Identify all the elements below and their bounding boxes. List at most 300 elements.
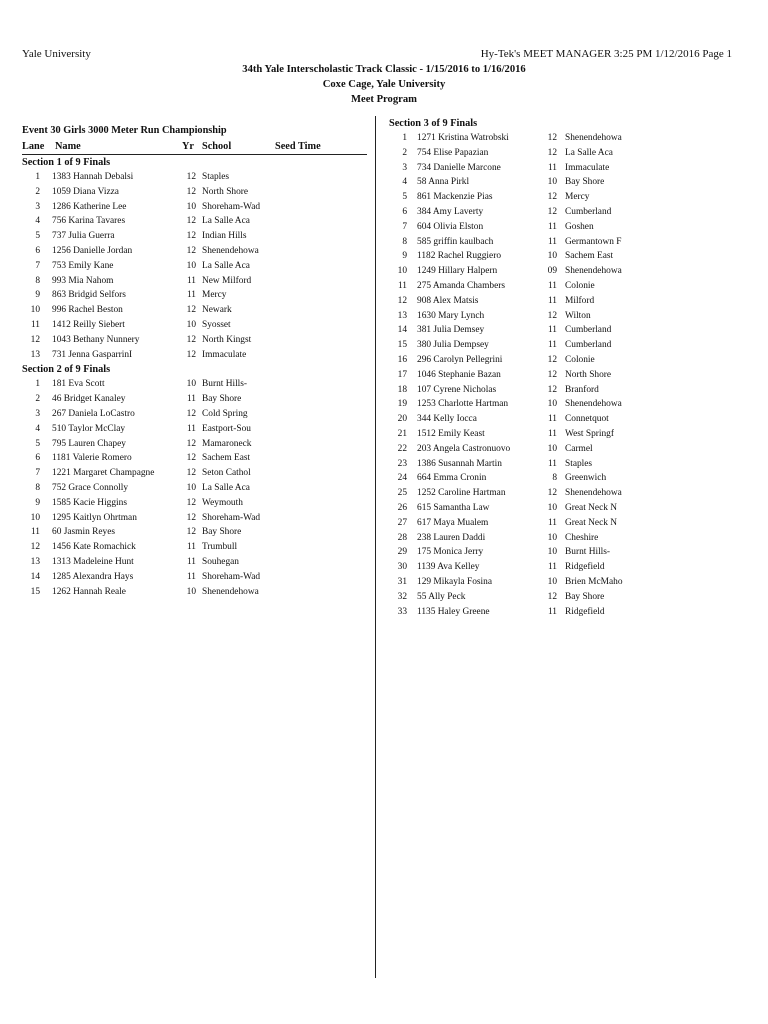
- entry-lane: 9: [35, 290, 40, 301]
- entry-lane: 9: [35, 497, 40, 508]
- entry-school: Cumberland: [565, 340, 612, 351]
- entry-lane: 13: [397, 310, 407, 321]
- entry-yr: 11: [186, 290, 196, 301]
- entry-school: Great Neck N: [565, 517, 618, 528]
- entry-name: 617 Maya Mualem: [417, 517, 489, 528]
- entry-school: Sachem East: [202, 453, 251, 464]
- entry-yr: 11: [547, 517, 557, 528]
- entry-lane: 12: [30, 542, 40, 553]
- document-title: Meet Program: [351, 94, 417, 105]
- entry-yr: 12: [186, 334, 196, 345]
- entry-name: 795 Lauren Chapey: [52, 438, 126, 449]
- entry-lane: 1: [35, 379, 40, 390]
- entry-lane: 2: [35, 186, 40, 197]
- entry-row: [22, 244, 367, 259]
- entry-lane: 3: [402, 162, 407, 173]
- yr-header: Yr: [182, 141, 195, 152]
- entry-row: [22, 200, 367, 215]
- entry-yr: 11: [186, 542, 196, 553]
- entry-lane: 30: [397, 562, 407, 573]
- entry-yr: 12: [547, 147, 557, 158]
- entry-school: Mercy: [565, 192, 590, 203]
- entry-yr: 11: [547, 295, 557, 306]
- entry-row: [22, 407, 367, 422]
- entry-row: [22, 451, 367, 466]
- entry-yr: 11: [547, 414, 557, 425]
- entry-row: [389, 545, 749, 560]
- entry-yr: 12: [186, 231, 196, 242]
- entry-row: [389, 190, 749, 205]
- entry-name: 1286 Katherine Lee: [52, 201, 127, 212]
- entry-row: [22, 540, 367, 555]
- entry-row: [22, 274, 367, 289]
- entry-school: Sachem East: [565, 251, 614, 262]
- entry-lane: 2: [35, 394, 40, 405]
- entry-lane: 17: [397, 369, 407, 380]
- entry-name: 734 Danielle Marcone: [417, 162, 501, 173]
- entry-yr: 12: [547, 310, 557, 321]
- entry-name: 604 Olivia Elston: [417, 221, 484, 232]
- entry-yr: 11: [186, 556, 196, 567]
- entry-school: Trumbull: [202, 542, 238, 553]
- school-header: School: [202, 141, 232, 152]
- entry-name: 129 Mikayla Fosina: [417, 576, 492, 587]
- entry-name: 1412 Reilly Siebert: [52, 319, 125, 330]
- entry-name: 238 Lauren Daddi: [417, 532, 486, 543]
- entry-row: [22, 585, 367, 600]
- event-title: Event 30 Girls 3000 Meter Run Championship: [22, 125, 227, 136]
- entry-yr: 11: [186, 571, 196, 582]
- entry-row: [389, 235, 749, 250]
- entry-name: 46 Bridget Kanaley: [52, 394, 126, 405]
- entry-yr: 8: [552, 473, 557, 484]
- entry-name: 1059 Diana Vizza: [52, 186, 119, 197]
- entry-school: Newark: [202, 305, 232, 316]
- entry-lane: 4: [35, 216, 40, 227]
- entry-row: [389, 264, 749, 279]
- entry-lane: 8: [402, 236, 407, 247]
- entry-lane: 1: [35, 172, 40, 182]
- entry-lane: 25: [397, 488, 407, 499]
- entry-school: La Salle Aca: [565, 147, 613, 158]
- entry-row: [389, 338, 749, 353]
- entry-yr: 11: [547, 428, 557, 439]
- section-title: Section 2 of 9 Finals: [22, 364, 111, 376]
- entry-school: Ridgefield: [565, 606, 605, 617]
- entry-school: Bay Shore: [202, 394, 242, 405]
- entry-name: 1630 Mary Lynch: [417, 310, 485, 321]
- entry-name: 296 Carolyn Pellegrini: [417, 354, 503, 365]
- entry-yr: 11: [547, 236, 557, 247]
- entry-school: Connetquot: [565, 414, 609, 425]
- entry-row: [389, 605, 749, 620]
- entry-row: [389, 575, 749, 590]
- entry-name: 1256 Danielle Jordan: [52, 245, 133, 256]
- entry-row: [22, 318, 367, 333]
- entry-yr: 11: [547, 221, 557, 232]
- lane-header: Lane: [22, 141, 45, 152]
- entry-yr: 11: [547, 162, 557, 173]
- entry-name: 1512 Emily Keast: [417, 428, 485, 439]
- entry-name: 756 Karina Tavares: [52, 216, 126, 227]
- entry-school: Seton Cathol: [202, 468, 251, 479]
- entry-name: 863 Bridgid Selfors: [52, 290, 126, 301]
- entry-lane: 6: [35, 453, 40, 464]
- entry-school: Eastport-Sou: [202, 423, 251, 434]
- entry-yr: 11: [186, 275, 196, 286]
- organization-name: Yale University: [22, 48, 91, 60]
- entry-row: [389, 279, 749, 294]
- entry-name: 1046 Stephanie Bazan: [417, 369, 501, 380]
- entry-yr: 12: [547, 384, 557, 395]
- entry-row: [22, 570, 367, 585]
- entry-row: [389, 146, 749, 161]
- right-column: [389, 116, 749, 619]
- entry-school: Goshen: [565, 221, 594, 232]
- entry-school: La Salle Aca: [202, 482, 250, 493]
- entry-school: Shenendehowa: [202, 245, 259, 256]
- entry-yr: 11: [547, 280, 557, 291]
- entry-name: 1043 Bethany Nunnery: [52, 334, 140, 345]
- entry-row: [22, 481, 367, 496]
- entry-name: 585 griffin kaulbach: [417, 236, 494, 247]
- entry-row: [389, 161, 749, 176]
- entry-yr: 12: [186, 512, 196, 523]
- entry-yr: 10: [547, 443, 557, 454]
- entry-lane: 14: [30, 571, 40, 582]
- entry-school: North Shore: [565, 369, 612, 380]
- entry-school: Burnt Hills-: [565, 547, 611, 558]
- entry-yr: 12: [186, 527, 196, 538]
- entry-yr: 10: [186, 379, 196, 390]
- entry-name: 1139 Ava Kelley: [417, 562, 480, 573]
- entry-row: [389, 294, 749, 309]
- entry-lane: 9: [402, 251, 407, 262]
- entry-row: [389, 501, 749, 516]
- entry-name: 1456 Kate Romachick: [52, 542, 136, 553]
- entry-yr: 12: [547, 488, 557, 499]
- entry-lane: 7: [35, 260, 40, 271]
- entry-lane: 11: [30, 319, 40, 330]
- entry-row: [389, 131, 749, 146]
- entry-name: 58 Anna Pirkl: [417, 177, 470, 188]
- entry-school: Mercy: [202, 290, 227, 301]
- entry-name: 753 Emily Kane: [52, 260, 114, 271]
- entry-row: [22, 185, 367, 200]
- entry-name: 752 Grace Connolly: [52, 482, 129, 493]
- entry-row: [389, 205, 749, 220]
- entry-yr: 12: [186, 408, 196, 419]
- entry-school: Immaculate: [202, 349, 247, 360]
- entry-row: [389, 457, 749, 472]
- entry-row: [22, 466, 367, 481]
- entry-school: Ridgefield: [565, 562, 605, 573]
- left-sections: [22, 155, 367, 599]
- entry-lane: 32: [397, 591, 407, 602]
- entry-name: 861 Mackenzie Pias: [417, 192, 493, 203]
- entry-name: 993 Mia Nahom: [52, 275, 114, 286]
- entry-row: [389, 368, 749, 383]
- column-header: [22, 140, 367, 155]
- entry-lane: 5: [35, 231, 40, 242]
- entry-lane: 6: [402, 206, 407, 217]
- entry-name: 175 Monica Jerry: [417, 547, 484, 558]
- entry-school: New Milford: [202, 275, 252, 286]
- entry-lane: 10: [30, 305, 40, 316]
- entry-lane: 31: [397, 576, 407, 587]
- entry-school: Shenendehowa: [202, 586, 259, 597]
- entry-school: Staples: [565, 458, 593, 469]
- entry-name: 1386 Susannah Martin: [417, 458, 502, 469]
- entry-row: [22, 496, 367, 511]
- entry-school: Shoreham-Wad: [202, 201, 261, 212]
- entry-school: Bay Shore: [565, 591, 605, 602]
- entry-lane: 6: [35, 245, 40, 256]
- entry-school: Shenendehowa: [565, 399, 622, 410]
- entry-lane: 7: [402, 221, 407, 232]
- entry-name: 1295 Kaitlyn Ohrtman: [52, 512, 137, 523]
- entry-school: Milford: [565, 295, 595, 306]
- entry-name: 1313 Madeleine Hunt: [52, 556, 134, 567]
- entry-yr: 10: [547, 251, 557, 262]
- entry-row: [389, 560, 749, 575]
- entry-yr: 11: [186, 394, 196, 405]
- entry-lane: 7: [35, 468, 40, 479]
- entry-school: Mamaroneck: [202, 438, 252, 449]
- column-divider: [375, 116, 376, 978]
- entry-school: Immaculate: [565, 162, 610, 173]
- entry-school: Shenendehowa: [565, 133, 622, 143]
- entry-lane: 2: [402, 147, 407, 158]
- entry-row: [22, 259, 367, 274]
- entry-row: [22, 377, 367, 392]
- entry-lane: 5: [35, 438, 40, 449]
- entry-school: Cheshire: [565, 532, 599, 543]
- entry-row: [22, 437, 367, 452]
- entry-yr: 12: [186, 497, 196, 508]
- entry-name: 203 Angela Castronuovo: [417, 443, 511, 454]
- entry-row: [389, 353, 749, 368]
- heat-section: [22, 362, 367, 599]
- entry-school: Carmel: [565, 443, 593, 454]
- entry-school: Colonie: [565, 280, 595, 291]
- entry-school: North Kingst: [202, 334, 252, 345]
- entry-row: [389, 442, 749, 457]
- entry-school: Cumberland: [565, 325, 612, 336]
- entry-row: [389, 427, 749, 442]
- entry-lane: 10: [397, 266, 407, 277]
- entry-row: [22, 422, 367, 437]
- entry-row: [389, 486, 749, 501]
- heat-section: [22, 155, 367, 362]
- entry-yr: 12: [186, 438, 196, 449]
- entry-yr: 11: [547, 562, 557, 573]
- entry-school: Cold Spring: [202, 408, 248, 419]
- section-title: Section 3 of 9 Finals: [389, 118, 478, 129]
- entry-name: 1249 Hillary Halpern: [417, 266, 498, 277]
- entry-name: 754 Elise Papazian: [417, 147, 489, 158]
- entry-yr: 11: [547, 325, 557, 336]
- entry-lane: 23: [397, 458, 407, 469]
- entry-yr: 12: [547, 206, 557, 217]
- entry-name: 60 Jasmin Reyes: [52, 527, 116, 538]
- entry-row: [389, 175, 749, 190]
- entry-name: 384 Amy Laverty: [417, 206, 484, 217]
- entry-row: [22, 348, 367, 363]
- name-header: Name: [55, 141, 81, 152]
- entry-name: 1285 Alexandra Hays: [52, 571, 134, 582]
- entry-lane: 11: [397, 280, 407, 291]
- entry-row: [22, 214, 367, 229]
- entry-name: 344 Kelly Iocca: [417, 414, 477, 425]
- entry-name: 664 Emma Cronin: [417, 473, 487, 484]
- entry-row: [389, 249, 749, 264]
- entry-lane: 19: [397, 399, 407, 410]
- entry-school: Cumberland: [565, 206, 612, 217]
- entry-row: [22, 525, 367, 540]
- entry-lane: 27: [397, 517, 407, 528]
- entry-school: North Shore: [202, 186, 249, 197]
- entry-lane: 11: [30, 527, 40, 538]
- entry-name: 1253 Charlotte Hartman: [417, 399, 509, 410]
- entry-school: Branford: [565, 384, 599, 395]
- entry-school: Brien McMaho: [565, 576, 623, 587]
- entry-lane: 12: [397, 295, 407, 306]
- entry-name: 1252 Caroline Hartman: [417, 488, 506, 499]
- entry-lane: 20: [397, 414, 407, 425]
- entry-lane: 29: [397, 547, 407, 558]
- entry-yr: 12: [186, 245, 196, 256]
- entry-yr: 10: [186, 586, 196, 597]
- entry-school: Bay Shore: [565, 177, 605, 188]
- entry-yr: 12: [547, 354, 557, 365]
- entry-school: Wilton: [565, 310, 591, 321]
- entry-lane: 28: [397, 532, 407, 543]
- entry-name: 381 Julia Demsey: [417, 325, 485, 336]
- entry-name: 275 Amanda Chambers: [417, 280, 506, 291]
- entry-name: 1271 Kristina Watrobski: [417, 133, 509, 143]
- meet-title: 34th Yale Interscholastic Track Classic - 1/15/2016 to 1/16/2016: [242, 64, 526, 75]
- entry-yr: 12: [186, 453, 196, 464]
- entry-school: Indian Hills: [202, 231, 247, 242]
- entry-lane: 33: [397, 606, 407, 617]
- entry-yr: 12: [547, 192, 557, 203]
- right-sections: [389, 116, 749, 619]
- entry-lane: 3: [35, 408, 40, 419]
- entry-name: 737 Julia Guerra: [52, 231, 115, 242]
- entry-row: [22, 511, 367, 526]
- entry-yr: 12: [186, 305, 196, 316]
- entry-lane: 4: [402, 177, 407, 188]
- entry-yr: 10: [547, 502, 557, 513]
- entry-school: Weymouth: [202, 497, 243, 508]
- entry-row: [389, 323, 749, 338]
- entry-yr: 11: [547, 340, 557, 351]
- entry-lane: 24: [397, 473, 407, 484]
- entry-school: Shenendehowa: [565, 266, 622, 277]
- entry-row: [389, 590, 749, 605]
- entry-yr: 11: [186, 423, 196, 434]
- entry-lane: 13: [30, 349, 40, 360]
- entry-school: Germantown F: [565, 236, 622, 247]
- entry-school: West Springf: [565, 428, 614, 439]
- entry-lane: 4: [35, 423, 40, 434]
- entry-name: 731 Jenna GasparrinI: [52, 349, 133, 360]
- entry-school: Greenwich: [565, 473, 607, 484]
- entry-school: Shoreham-Wad: [202, 512, 261, 523]
- entry-yr: 11: [547, 458, 557, 469]
- entry-lane: 15: [397, 340, 407, 351]
- entry-lane: 5: [402, 192, 407, 203]
- venue-title: Coxe Cage, Yale University: [322, 79, 446, 90]
- entry-row: [22, 170, 367, 185]
- entry-name: 908 Alex Matsis: [417, 295, 479, 306]
- entry-name: 1135 Haley Greene: [417, 606, 490, 617]
- software-stamp: Hy-Tek's MEET MANAGER 3:25 PM 1/12/2016 Page 1: [480, 48, 732, 60]
- entry-lane: 8: [35, 275, 40, 286]
- entry-row: [389, 516, 749, 531]
- entry-school: Burnt Hills-: [202, 379, 248, 390]
- entry-school: Shenendehowa: [565, 488, 622, 499]
- entry-yr: 11: [547, 606, 557, 617]
- entry-name: 1585 Kacie Higgins: [52, 497, 127, 508]
- entry-row: [389, 383, 749, 398]
- entry-lane: 14: [397, 325, 407, 336]
- entry-name: 1181 Valerie Romero: [52, 453, 132, 464]
- entry-lane: 3: [35, 201, 40, 212]
- entry-yr: 09: [547, 266, 557, 277]
- entry-row: [389, 309, 749, 324]
- entry-name: 181 Eva Scott: [52, 379, 105, 390]
- entry-yr: 12: [186, 216, 196, 227]
- entry-yr: 10: [547, 532, 557, 543]
- entry-name: 1383 Hannah Debalsi: [52, 172, 134, 182]
- entry-lane: 16: [397, 354, 407, 365]
- entry-yr: 10: [186, 260, 196, 271]
- entry-lane: 26: [397, 502, 407, 513]
- entry-lane: 13: [30, 556, 40, 567]
- entry-yr: 10: [547, 576, 557, 587]
- entry-row: [22, 555, 367, 570]
- entry-row: [22, 288, 367, 303]
- left-column: [22, 123, 367, 599]
- entry-yr: 10: [186, 201, 196, 212]
- entry-lane: 18: [397, 384, 407, 395]
- section-title: Section 1 of 9 Finals: [22, 157, 111, 168]
- entry-yr: 10: [547, 547, 557, 558]
- entry-row: [389, 471, 749, 486]
- entry-lane: 1: [402, 133, 407, 143]
- entry-school: La Salle Aca: [202, 260, 250, 271]
- entry-yr: 12: [186, 468, 196, 479]
- entry-yr: 12: [547, 133, 557, 143]
- entry-school: Souhegan: [202, 556, 239, 567]
- entry-name: 267 Daniela LoCastro: [52, 408, 135, 419]
- entry-lane: 21: [397, 428, 407, 439]
- entry-name: 615 Samantha Law: [417, 502, 490, 513]
- entry-school: La Salle Aca: [202, 216, 250, 227]
- entry-row: [389, 220, 749, 235]
- heat-section: [389, 116, 749, 619]
- entry-name: 380 Julia Dempsey: [417, 340, 489, 351]
- entry-yr: 12: [547, 591, 557, 602]
- entry-yr: 12: [547, 369, 557, 380]
- entry-school: Syosset: [202, 319, 231, 330]
- entry-row: [389, 397, 749, 412]
- entry-lane: 8: [35, 482, 40, 493]
- entry-yr: 12: [186, 172, 196, 182]
- entry-name: 510 Taylor McClay: [52, 423, 126, 434]
